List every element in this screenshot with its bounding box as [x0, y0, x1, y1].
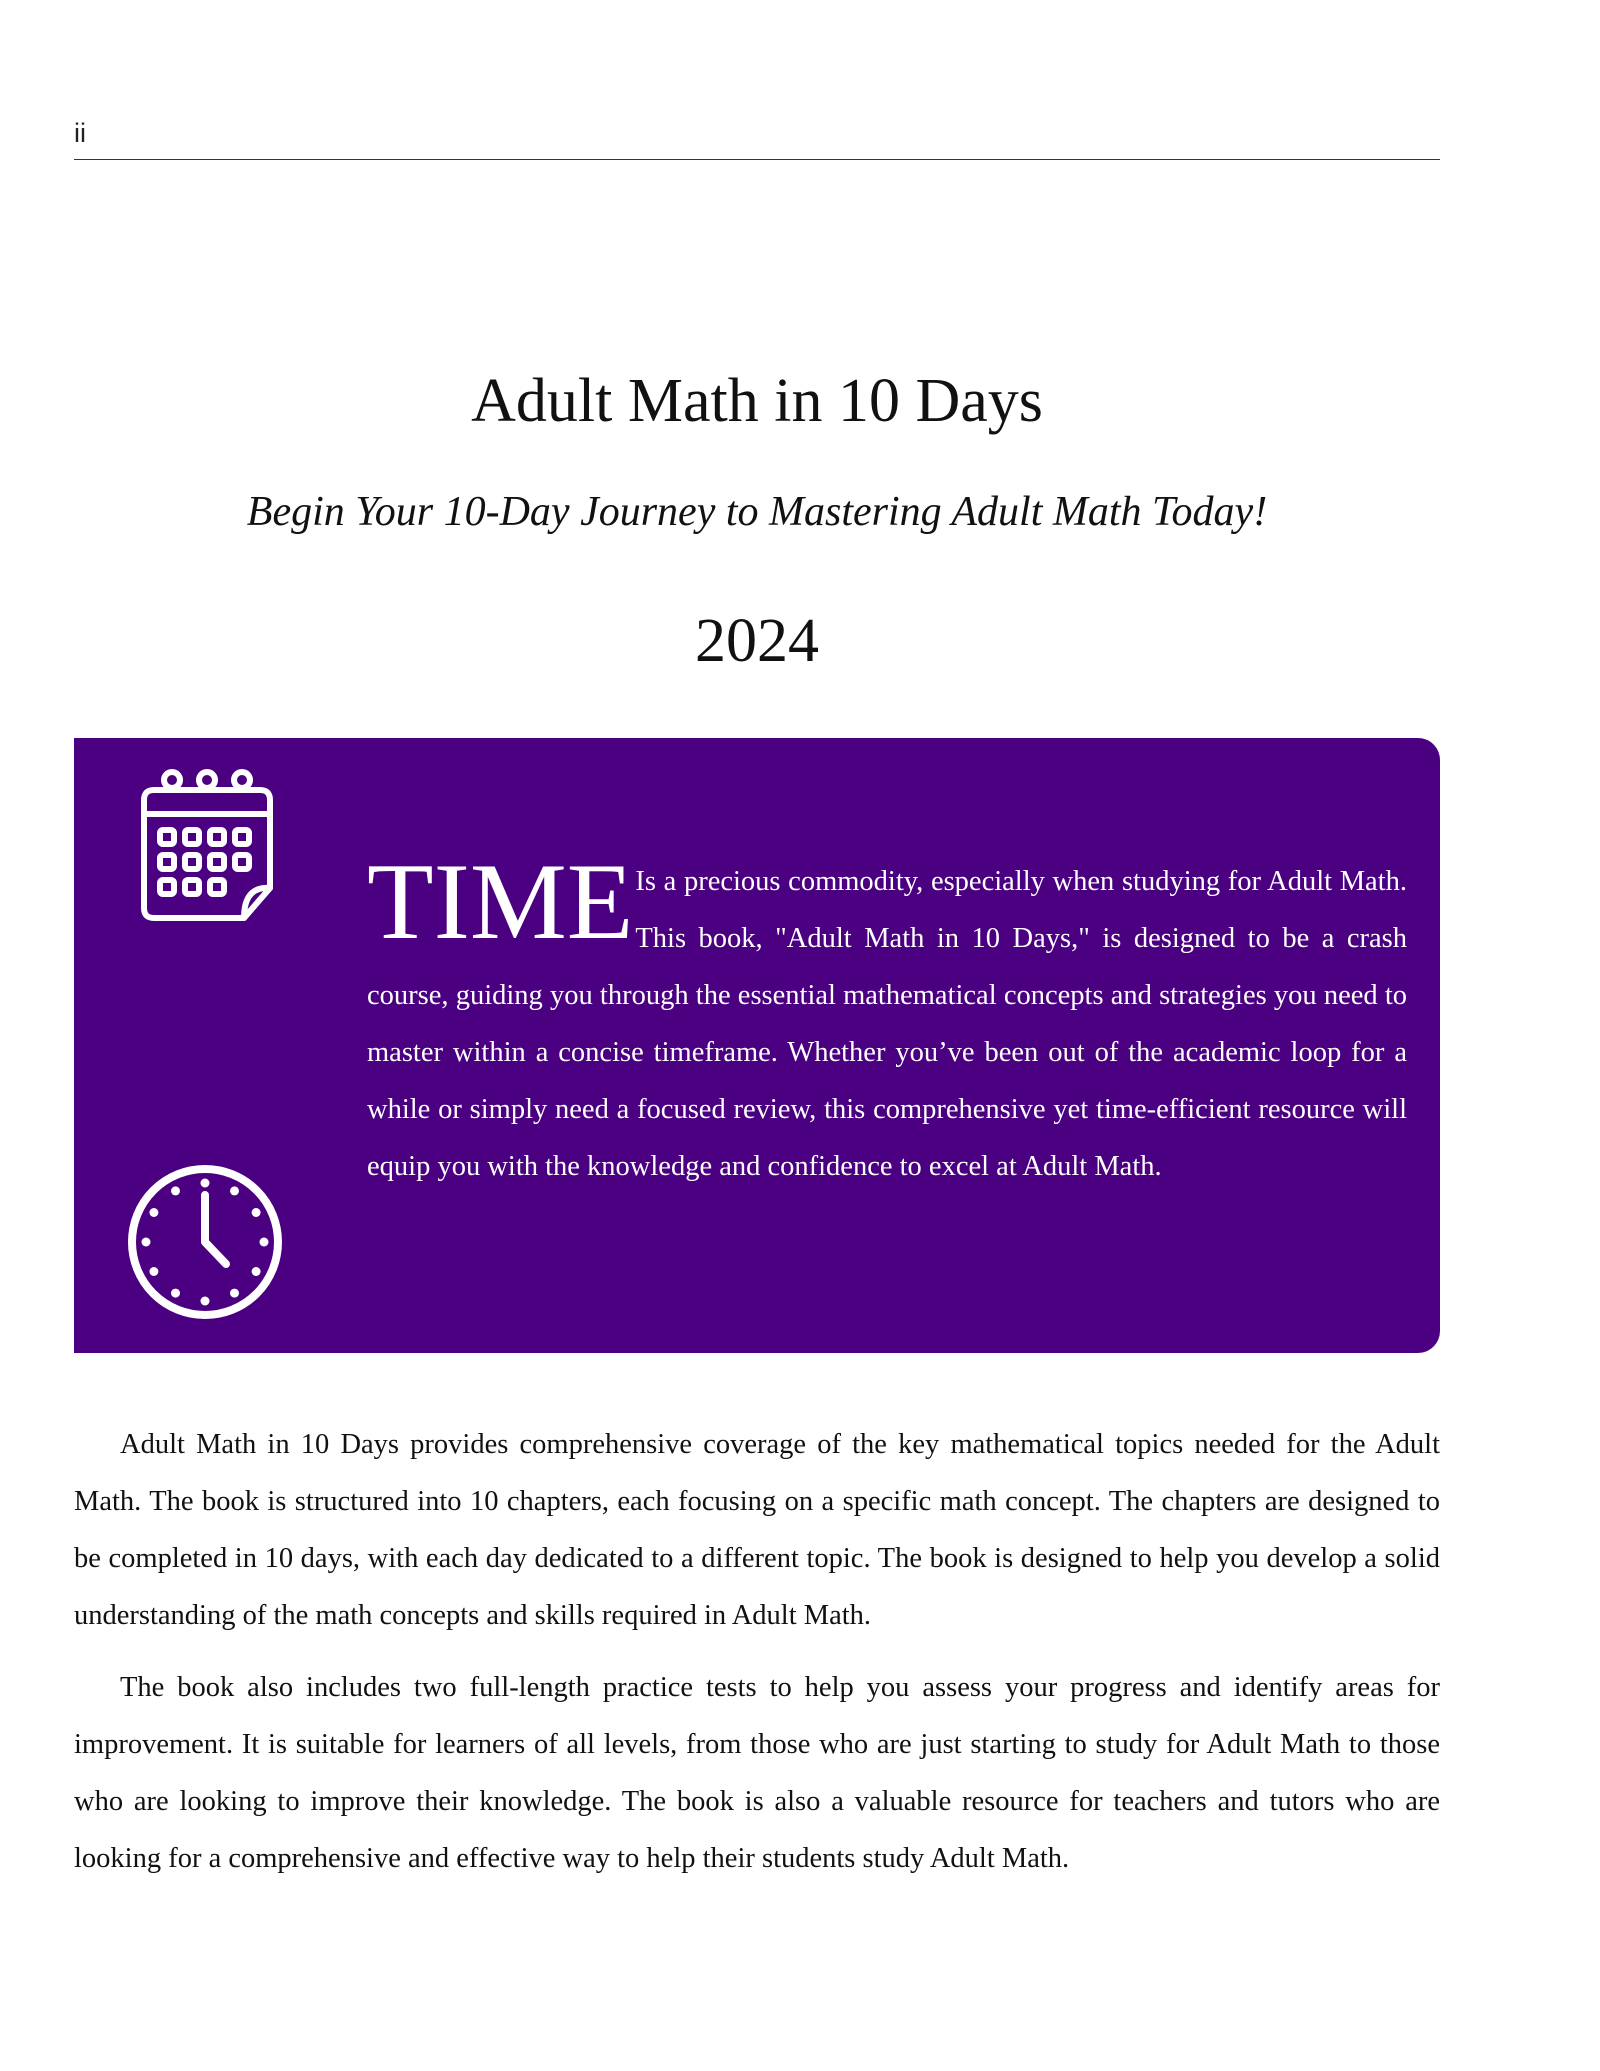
time-callout-body: Is a precious commodity, especially when studying for Adult Math. This book, "Adult Math in 10 Days," is designed to be a crash course, guiding you through the essential mathematical concepts and strategies you need to master within a concise timeframe. Whether you’ve been out of the academic loop for a while or simply need a focused review, this comprehensive yet time-efficient resource will equip you with the knowledge and confidence to excel at Adult Math. [367, 866, 1407, 1182]
dropcap-time: TIME [367, 841, 634, 962]
page-number: ii [74, 118, 86, 148]
body-paragraph-2: The book also includes two full-length practice tests to help you assess your progress and identify areas for improvement. It is suitable for learners of all levels, from those who are just starting to study for Adult Math to those who are looking to improve their knowledge. The book is also a valuable resource for teachers and tutors who are looking for a comprehensive and effective way to help their students study Adult Math. [74, 1672, 1440, 1874]
publication-year: 2024 [695, 607, 819, 675]
book-subtitle: Begin Your 10-Day Journey to Mastering Adult Math Today! [246, 489, 1268, 535]
time-callout-box [74, 738, 1440, 1353]
body-paragraph-1: Adult Math in 10 Days provides comprehensive coverage of the key mathematical topics needed for the Adult Math. The book is structured into 10 chapters, each focusing on a specific math concept. The chapters are designed to be completed in 10 days, with each day dedicated to a different topic. The book is designed to help you develop a solid understanding of the math concepts and skills required in Adult Math. [74, 1429, 1440, 1631]
book-title: Adult Math in 10 Days [471, 367, 1043, 435]
time-callout-text [367, 841, 1407, 1195]
clock-icon [126, 1163, 284, 1321]
calendar-icon [132, 768, 282, 928]
header-rule [74, 159, 1440, 160]
